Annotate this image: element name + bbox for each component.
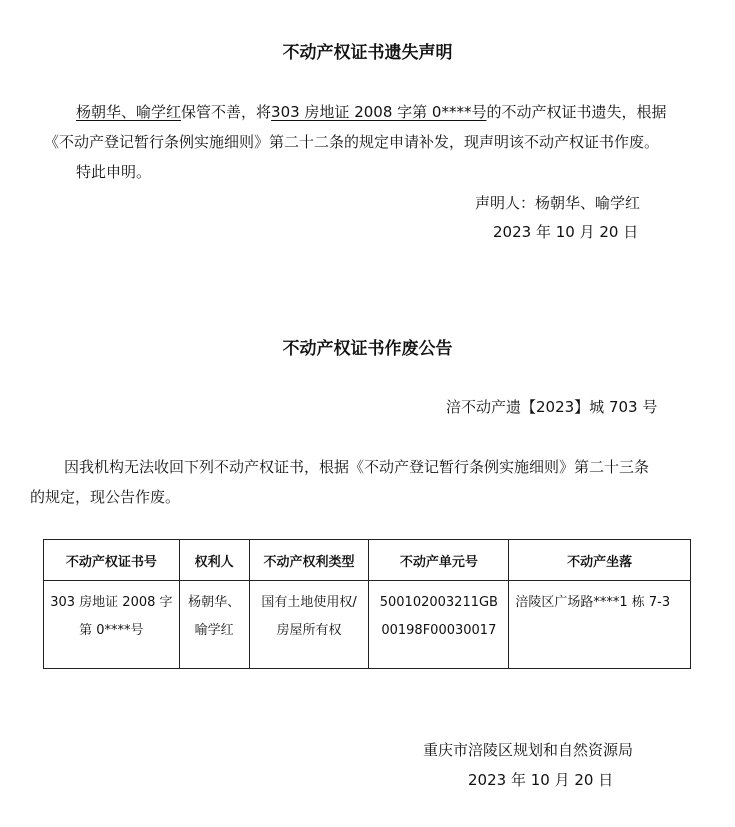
- header-location: 不动产坐落: [509, 540, 691, 581]
- issuer: 重庆市涪陵区规划和自然资源局: [423, 741, 634, 759]
- cell-right-type: 国有土地使用权/ 房屋所有权: [249, 581, 369, 669]
- cell-holder: 杨朝华、 喻学红: [179, 581, 249, 669]
- announcement-paragraph-line1: 因我机构无法收回下列不动产权证书，根据《不动产登记暂行条例实施细则》第二十三条: [64, 458, 650, 476]
- announcement-date: 2023 年 10 月 20 日: [468, 771, 614, 789]
- declaration-paragraph-line2: 《不动产登记暂行条例实施细则》第二十二条的规定申请补发，现声明该不动产权证书作废。: [44, 133, 660, 151]
- declarant-names: 杨朝华、喻学红: [76, 103, 182, 121]
- header-cert-number: 不动产权证书号: [44, 540, 180, 581]
- announcement-title: 不动产权证书作废公告: [282, 339, 453, 359]
- cell-unit-number: 500102003211GB 00198F00030017: [369, 581, 509, 669]
- declaration-text: 的不动产权证书遗失，根据: [486, 103, 667, 121]
- cell-location: 涪陵区广场路****1 栋 7-3: [509, 581, 691, 669]
- declaration-paragraph-line1: [76, 101, 666, 122]
- table-row: [44, 581, 691, 669]
- announcement-doc-number: 涪不动产遗【2023】城 703 号: [446, 398, 658, 416]
- declaration-title: 不动产权证书遗失声明: [282, 43, 453, 63]
- special-statement: 特此申明。: [76, 163, 152, 181]
- header-holder: 权利人: [179, 540, 249, 581]
- header-unit-number: 不动产单元号: [369, 540, 509, 581]
- header-right-type: 不动产权利类型: [249, 540, 369, 581]
- announcement-paragraph-line2: 的规定，现公告作废。: [30, 488, 181, 506]
- declaration-date: 2023 年 10 月 20 日: [493, 223, 639, 241]
- declaration-text: 保管不善，将: [181, 103, 272, 121]
- declarant-signature: 声明人：杨朝华、喻学红: [475, 194, 641, 212]
- cell-cert-number: 303 房地证 2008 字 第 0****号: [44, 581, 180, 669]
- certificate-number: 303 房地证 2008 字第 0****号: [271, 103, 487, 121]
- certificate-table: [43, 539, 691, 669]
- table-header-row: [44, 540, 691, 581]
